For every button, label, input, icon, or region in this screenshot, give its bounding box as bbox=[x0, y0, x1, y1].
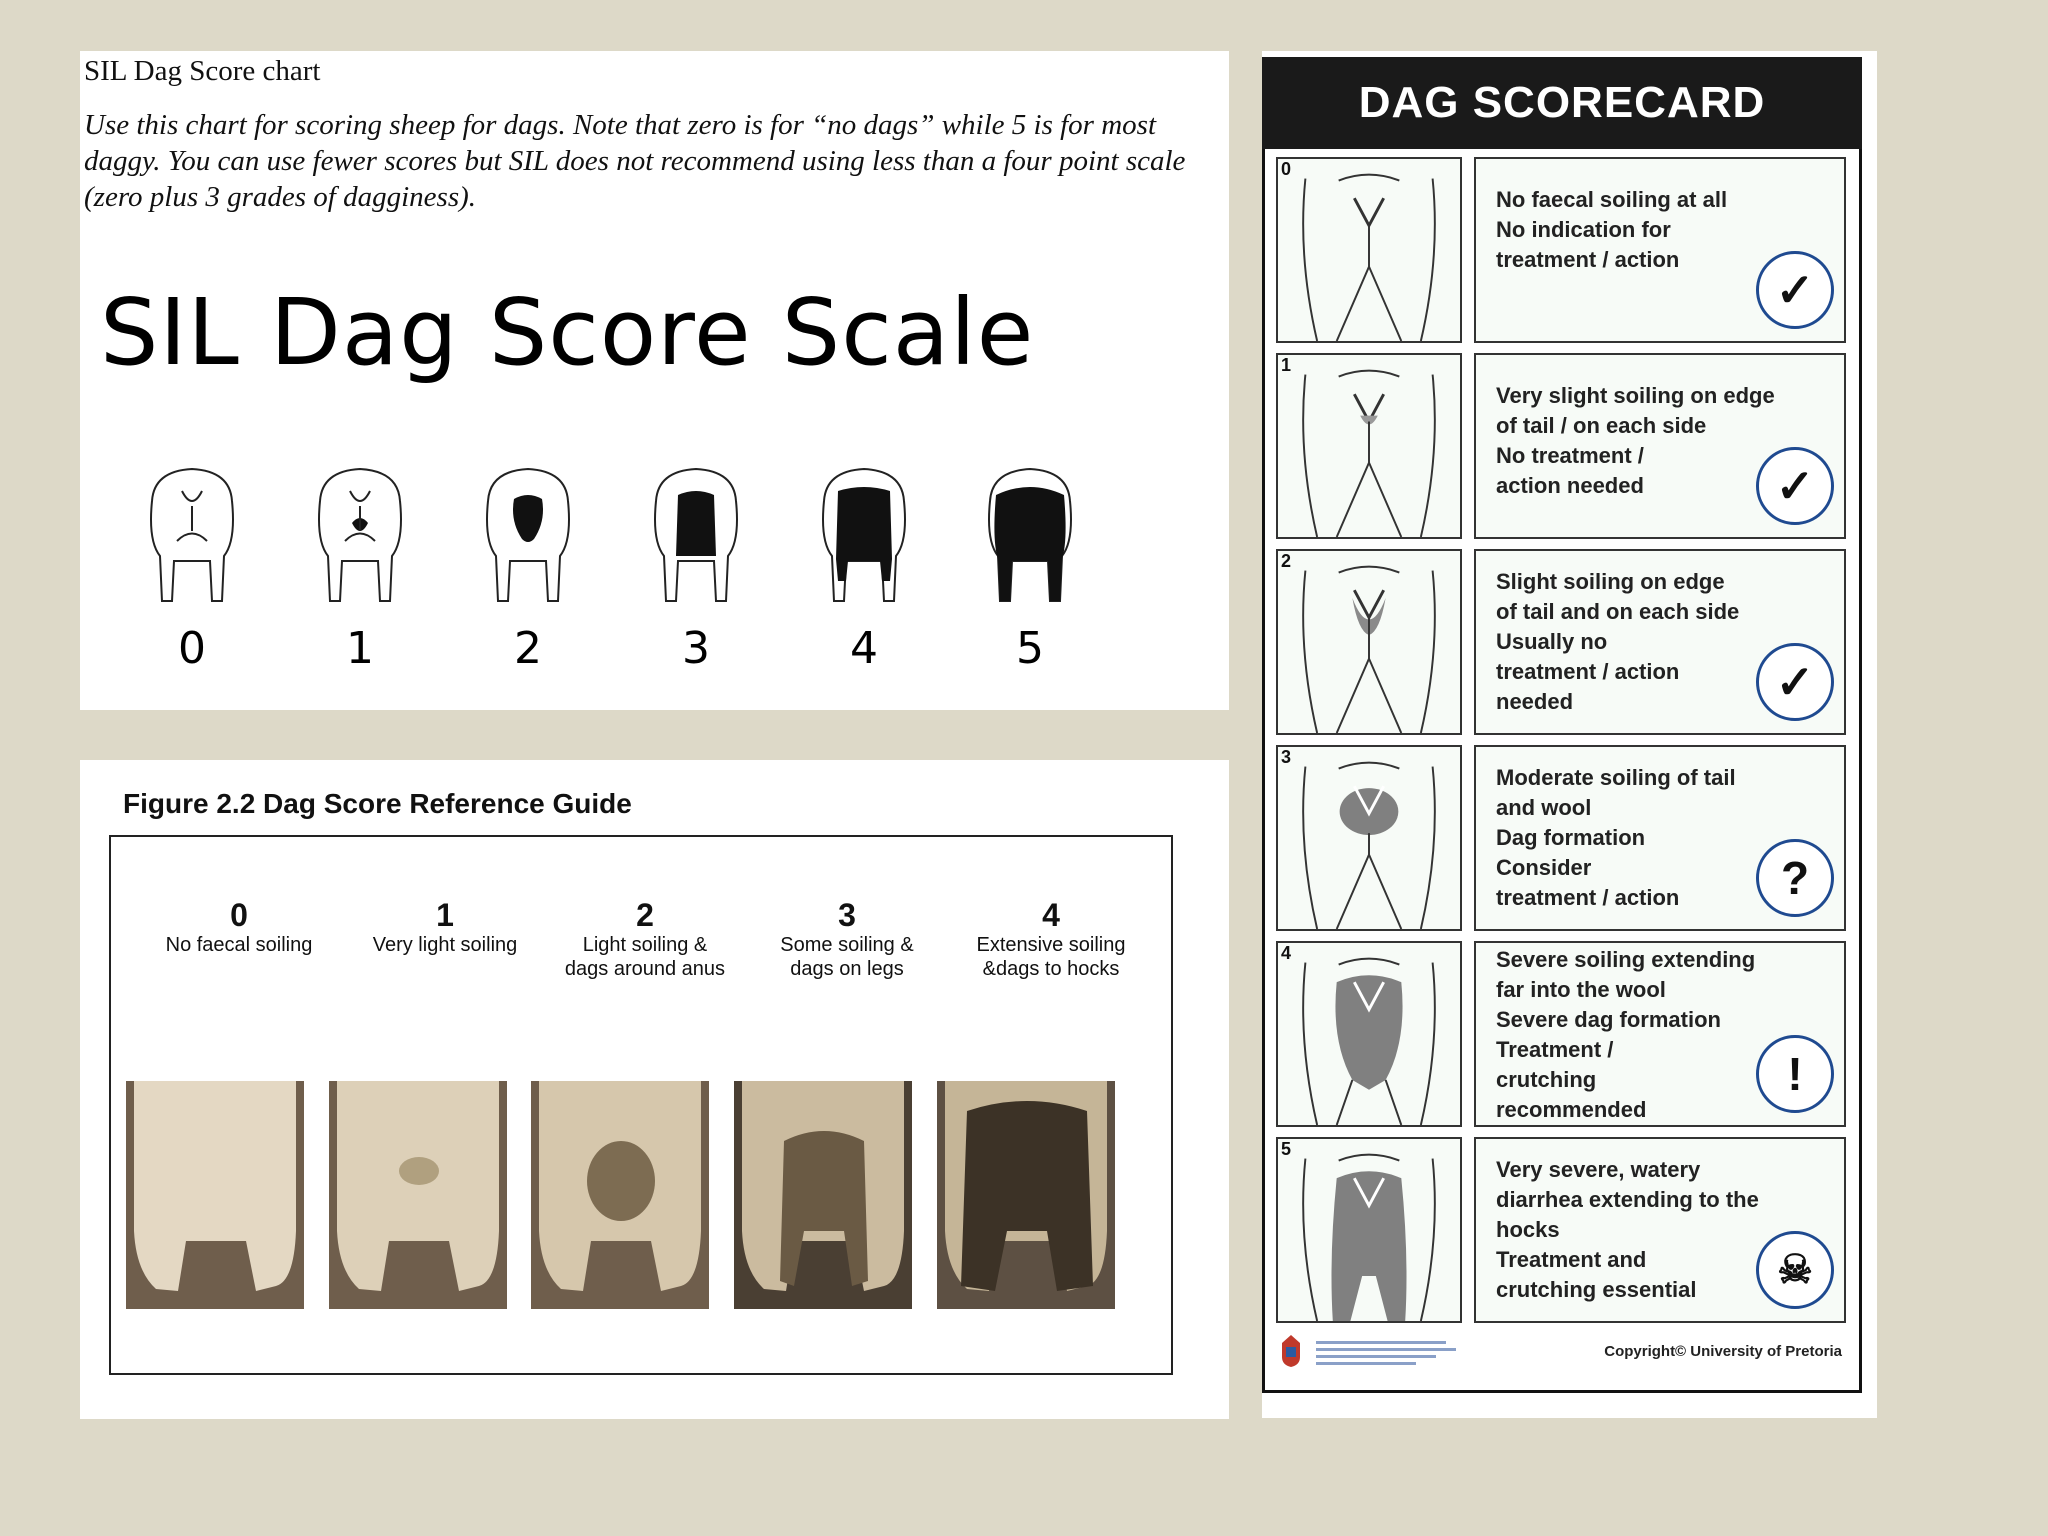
sheep-photo-3 bbox=[734, 1081, 912, 1309]
exclamation-icon: ! bbox=[1756, 1035, 1834, 1113]
sheep-photo-2 bbox=[531, 1081, 709, 1309]
row-line: needed bbox=[1496, 689, 1574, 714]
sheep-diagram bbox=[1276, 745, 1462, 931]
sil-chart-description: Use this chart for scoring sheep for dags. Note that zero is for “no dags” while 5 is for most daggy. You can use fewer scores but SIL does not recommend using less than a four point scale (zero plus 3 grades of dagginess). bbox=[84, 109, 1186, 213]
sheep-photo-1 bbox=[329, 1081, 507, 1309]
row-line: Severe dag formation bbox=[1496, 1007, 1721, 1032]
row-description bbox=[1496, 381, 1776, 501]
row-description-box bbox=[1474, 549, 1846, 735]
row-description bbox=[1496, 1155, 1776, 1305]
sheep-score-3 bbox=[636, 461, 756, 674]
row-description-box bbox=[1474, 353, 1846, 539]
row-description bbox=[1496, 763, 1776, 913]
scorecard-row-5 bbox=[1276, 1137, 1846, 1323]
sheep-score-5 bbox=[970, 461, 1090, 674]
sheep-rear-icon bbox=[1278, 747, 1460, 929]
row-description-box bbox=[1474, 745, 1846, 931]
sheep-score-4 bbox=[804, 461, 924, 674]
row-line: Severe soiling extending bbox=[1496, 947, 1756, 972]
sheep-rear-icon bbox=[1278, 551, 1460, 733]
row-score: 5 bbox=[1281, 1139, 1292, 1159]
sheep-rear-icon bbox=[468, 461, 588, 611]
row-description-box bbox=[1474, 941, 1846, 1127]
sheep-rear-icon bbox=[970, 461, 1090, 611]
row-line: action needed bbox=[1496, 473, 1644, 498]
guide-score: 2 bbox=[636, 897, 654, 933]
scorecard-row-1 bbox=[1276, 353, 1846, 539]
dag-scorecard-panel bbox=[1262, 51, 1877, 1418]
row-line: Consider bbox=[1496, 855, 1592, 880]
check-icon: ✓ bbox=[1756, 643, 1834, 721]
sheep-diagram bbox=[1276, 1137, 1462, 1323]
row-score: 1 bbox=[1281, 355, 1292, 375]
sheep-diagram bbox=[1276, 941, 1462, 1127]
sheep-score-2 bbox=[468, 461, 588, 674]
reference-guide-panel bbox=[80, 760, 1229, 1419]
row-line: diarrhea extending to the bbox=[1496, 1187, 1759, 1212]
question-icon: ? bbox=[1756, 839, 1834, 917]
sheep-score-label: 3 bbox=[682, 623, 710, 674]
guide-label: Some soiling & bbox=[780, 934, 914, 956]
row-line: No indication for bbox=[1496, 217, 1671, 242]
row-line: treatment / action bbox=[1496, 885, 1680, 910]
row-line: far into the wool bbox=[1496, 977, 1666, 1002]
guide-label-2: dags on legs bbox=[790, 958, 904, 980]
reference-guide-box bbox=[109, 835, 1173, 1375]
row-description bbox=[1496, 945, 1776, 1125]
row-score: 4 bbox=[1281, 943, 1292, 963]
row-line: Moderate soiling of tail bbox=[1496, 765, 1736, 790]
row-description bbox=[1496, 567, 1776, 717]
row-line: Very slight soiling on edge bbox=[1496, 383, 1775, 408]
row-line: Slight soiling on edge bbox=[1496, 569, 1725, 594]
guide-column-3 bbox=[747, 897, 947, 981]
guide-score: 1 bbox=[436, 897, 454, 933]
row-line: Very severe, watery bbox=[1496, 1157, 1701, 1182]
sheep-rear-icon bbox=[804, 461, 924, 611]
row-line: treatment / action bbox=[1496, 659, 1680, 684]
row-line: Dag formation bbox=[1496, 825, 1646, 850]
scorecard-footer bbox=[1276, 1329, 1846, 1379]
sheep-score-label: 1 bbox=[346, 623, 374, 674]
guide-column-2 bbox=[545, 897, 745, 981]
row-line: of tail / on each side bbox=[1496, 413, 1707, 438]
guide-label-2: dags around anus bbox=[564, 958, 726, 980]
guide-column-0 bbox=[139, 897, 339, 957]
university-wordmark-icon bbox=[1316, 1339, 1466, 1371]
row-score: 3 bbox=[1281, 747, 1292, 767]
sheep-diagram bbox=[1276, 157, 1462, 343]
guide-label: Very light soiling bbox=[372, 934, 518, 956]
row-score: 2 bbox=[1281, 551, 1292, 571]
check-icon: ✓ bbox=[1756, 447, 1834, 525]
guide-score: 3 bbox=[838, 897, 856, 933]
row-line: No treatment / bbox=[1496, 443, 1644, 468]
guide-score: 0 bbox=[230, 897, 248, 933]
sheep-score-1 bbox=[300, 461, 420, 674]
guide-column-4 bbox=[951, 897, 1151, 981]
sil-chart-title: SIL Dag Score chart bbox=[84, 55, 321, 87]
guide-label: Extensive soiling bbox=[976, 934, 1126, 956]
sheep-rear-icon bbox=[300, 461, 420, 611]
sheep-diagram bbox=[1276, 549, 1462, 735]
sheep-diagram bbox=[1276, 353, 1462, 539]
check-icon: ✓ bbox=[1756, 251, 1834, 329]
guide-label: No faecal soiling bbox=[165, 934, 313, 956]
row-line: and wool bbox=[1496, 795, 1592, 820]
row-line: Treatment and bbox=[1496, 1247, 1647, 1272]
scorecard-row-2 bbox=[1276, 549, 1846, 735]
sheep-rear-icon bbox=[636, 461, 756, 611]
sheep-rear-icon bbox=[1278, 943, 1460, 1125]
row-description-box bbox=[1474, 157, 1846, 343]
sheep-score-0 bbox=[132, 461, 252, 674]
sheep-score-label: 0 bbox=[178, 623, 206, 674]
guide-column-1 bbox=[345, 897, 545, 957]
row-line: Usually no bbox=[1496, 629, 1608, 654]
sheep-score-label: 5 bbox=[1016, 623, 1044, 674]
row-line: treatment / action bbox=[1496, 247, 1680, 272]
sheep-photo-0 bbox=[126, 1081, 304, 1309]
sheep-photo-4 bbox=[937, 1081, 1115, 1309]
scorecard-row-3 bbox=[1276, 745, 1846, 931]
guide-label-2: &dags to hocks bbox=[982, 958, 1120, 980]
scorecard-title: DAG SCORECARD bbox=[1262, 57, 1862, 149]
row-score: 0 bbox=[1281, 159, 1292, 179]
sheep-rear-icon bbox=[132, 461, 252, 611]
sheep-score-label: 2 bbox=[514, 623, 542, 674]
university-logo-icon bbox=[1280, 1333, 1302, 1369]
row-line: recommended bbox=[1496, 1097, 1647, 1122]
row-line: crutching essential bbox=[1496, 1277, 1697, 1302]
guide-score: 4 bbox=[1042, 897, 1060, 933]
copyright-text: Copyright© University of Pretoria bbox=[1604, 1343, 1842, 1360]
skull-crossbones-icon: ☠ bbox=[1756, 1231, 1834, 1309]
row-line: hocks bbox=[1496, 1217, 1560, 1242]
row-line: No faecal soiling at all bbox=[1496, 187, 1728, 212]
sheep-score-label: 4 bbox=[850, 623, 878, 674]
row-description bbox=[1496, 185, 1776, 275]
row-line: Treatment / bbox=[1496, 1037, 1614, 1062]
reference-guide-title: Figure 2.2 Dag Score Reference Guide bbox=[123, 788, 632, 819]
sil-scale-heading: SIL Dag Score Scale bbox=[100, 279, 1035, 386]
row-line: crutching bbox=[1496, 1067, 1597, 1092]
row-description-box bbox=[1474, 1137, 1846, 1323]
guide-label: Light soiling & bbox=[582, 934, 708, 956]
sheep-rear-icon bbox=[1278, 1139, 1460, 1321]
scorecard-row-4 bbox=[1276, 941, 1846, 1127]
sheep-rear-icon bbox=[1278, 355, 1460, 537]
row-line: of tail and on each side bbox=[1496, 599, 1740, 624]
scorecard-row-0 bbox=[1276, 157, 1846, 343]
sheep-rear-icon bbox=[1278, 159, 1460, 341]
sil-chart-panel bbox=[80, 51, 1229, 710]
